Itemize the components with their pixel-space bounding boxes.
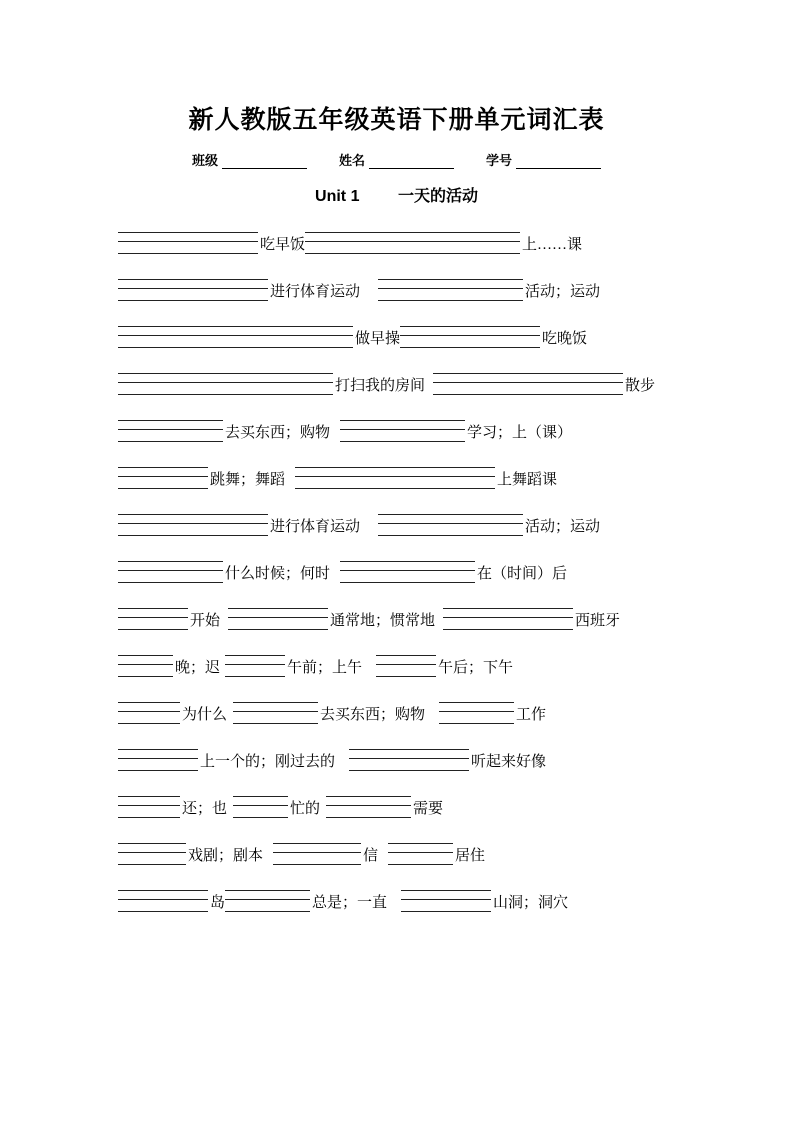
entry-chinese-meaning: 做早操: [355, 331, 401, 347]
answer-blank[interactable]: [340, 559, 475, 585]
vocabulary-entry: [225, 888, 387, 914]
vocabulary-entry: [118, 888, 225, 914]
answer-blank[interactable]: [349, 747, 469, 773]
vocabulary-entry: [118, 277, 360, 303]
entry-chinese-meaning: 工作: [516, 707, 547, 723]
info-label-number: 学号: [486, 153, 513, 168]
answer-blank-baseline: [443, 629, 573, 630]
unit-heading: [0, 183, 793, 206]
vocabulary-row: [118, 414, 678, 444]
vocabulary-entry: [376, 653, 513, 679]
vocabulary-entry: [295, 465, 557, 491]
vocabulary-entry: [118, 653, 220, 679]
answer-blank[interactable]: [443, 606, 573, 632]
answer-blank-baseline: [118, 347, 353, 348]
vocabulary-row: [118, 555, 678, 585]
vocabulary-row: [118, 649, 678, 679]
answer-blank[interactable]: [118, 465, 208, 491]
vocabulary-entry: [233, 700, 425, 726]
entry-chinese-meaning: 居住: [455, 848, 486, 864]
vocabulary-entry: [228, 606, 435, 632]
answer-blank-baseline: [305, 253, 520, 254]
answer-blank-baseline: [295, 488, 495, 489]
answer-blank[interactable]: [225, 653, 285, 679]
answer-blank[interactable]: [118, 277, 268, 303]
answer-blank[interactable]: [118, 653, 173, 679]
answer-blank[interactable]: [340, 418, 465, 444]
answer-blank[interactable]: [439, 700, 514, 726]
vocabulary-row: [118, 884, 678, 914]
entry-chinese-meaning: 总是；一直: [312, 895, 388, 911]
info-label-name: 姓名: [338, 153, 365, 168]
info-field-class: [192, 150, 307, 169]
vocabulary-entry: [118, 747, 335, 773]
entry-chinese-meaning: 晚；迟: [175, 660, 221, 676]
answer-blank[interactable]: [376, 653, 436, 679]
entry-chinese-meaning: 跳舞；舞蹈: [210, 472, 286, 488]
answer-blank[interactable]: [118, 512, 268, 538]
vocabulary-row: [118, 790, 678, 820]
answer-blank[interactable]: [118, 888, 208, 914]
vocabulary-entry: [305, 230, 582, 256]
unit-name: Unit 1: [315, 188, 360, 205]
entry-chinese-meaning: 午后；下午: [438, 660, 514, 676]
answer-blank-baseline: [233, 817, 288, 818]
vocabulary-row: [118, 367, 678, 397]
answer-blank-baseline: [118, 629, 188, 630]
answer-blank-baseline: [118, 300, 268, 301]
answer-blank-baseline: [118, 441, 223, 442]
vocabulary-entry: [118, 841, 263, 867]
entry-chinese-meaning: 吃晚饭: [542, 331, 588, 347]
vocabulary-entry: [326, 794, 443, 820]
vocabulary-entry: [118, 606, 220, 632]
answer-blank-baseline: [118, 535, 268, 536]
vocabulary-row: [118, 273, 678, 303]
page-title: 新人教版五年级英语下册单元词汇表: [188, 107, 605, 134]
entry-chinese-meaning: 去买东西；购物: [320, 707, 426, 723]
answer-blank[interactable]: [225, 888, 310, 914]
answer-blank[interactable]: [118, 371, 333, 397]
entry-chinese-meaning: 上舞蹈课: [497, 472, 558, 488]
vocabulary-entry: [118, 465, 285, 491]
answer-blank-baseline: [118, 676, 173, 677]
answer-blank-baseline: [118, 817, 180, 818]
answer-blank[interactable]: [233, 794, 288, 820]
vocabulary-entry: [401, 888, 568, 914]
answer-blank[interactable]: [273, 841, 361, 867]
info-field-name: [339, 150, 454, 169]
answer-blank-baseline: [376, 676, 436, 677]
answer-blank-baseline: [225, 676, 285, 677]
answer-blank-baseline: [439, 723, 514, 724]
answer-blank-baseline: [340, 441, 465, 442]
info-field-number: [486, 150, 601, 169]
answer-blank-baseline: [388, 864, 453, 865]
answer-blank-baseline: [118, 911, 208, 912]
info-input-class[interactable]: [222, 155, 307, 169]
answer-blank[interactable]: [400, 324, 540, 350]
entry-chinese-meaning: 学习；上（课）: [467, 425, 573, 441]
info-input-number[interactable]: [516, 155, 601, 169]
answer-blank-baseline: [349, 770, 469, 771]
answer-blank[interactable]: [305, 230, 520, 256]
answer-blank-baseline: [118, 723, 180, 724]
entry-chinese-meaning: 需要: [413, 801, 444, 817]
vocabulary-entry: [273, 841, 378, 867]
vocabulary-entry: [340, 418, 572, 444]
vocabulary-entry: [378, 512, 600, 538]
entry-chinese-meaning: 通常地；惯常地: [330, 613, 436, 629]
unit-topic: 一天的活动: [397, 188, 478, 205]
entry-chinese-meaning: 散步: [625, 378, 656, 394]
answer-blank[interactable]: [401, 888, 491, 914]
vocabulary-entry: [118, 371, 425, 397]
answer-blank-baseline: [118, 488, 208, 489]
answer-blank-baseline: [118, 253, 258, 254]
vocabulary-entry: [118, 700, 227, 726]
answer-blank[interactable]: [118, 700, 180, 726]
answer-blank-baseline: [433, 394, 623, 395]
entry-chinese-meaning: 开始: [190, 613, 221, 629]
entry-chinese-meaning: 吃早饭: [260, 237, 306, 253]
answer-blank-baseline: [225, 911, 310, 912]
answer-blank[interactable]: [378, 277, 523, 303]
entry-chinese-meaning: 还；也: [182, 801, 228, 817]
vocabulary-row: [118, 226, 678, 256]
entry-chinese-meaning: 为什么: [182, 707, 228, 723]
entry-chinese-meaning: 戏剧；剧本: [188, 848, 264, 864]
vocabulary-entry: [433, 371, 655, 397]
entry-chinese-meaning: 活动；运动: [525, 284, 601, 300]
answer-blank-baseline: [378, 535, 523, 536]
vocabulary-entry: [443, 606, 620, 632]
vocabulary-rows: [0, 226, 793, 914]
answer-blank-baseline: [401, 911, 491, 912]
answer-blank-baseline: [378, 300, 523, 301]
answer-blank[interactable]: [295, 465, 495, 491]
vocabulary-entry: [388, 841, 485, 867]
entry-chinese-meaning: 进行体育运动: [270, 519, 361, 535]
entry-chinese-meaning: 听起来好像: [471, 754, 547, 770]
answer-blank[interactable]: [118, 418, 223, 444]
answer-blank[interactable]: [233, 700, 318, 726]
answer-blank[interactable]: [118, 230, 258, 256]
vocabulary-entry: [439, 700, 546, 726]
answer-blank-baseline: [118, 770, 198, 771]
vocabulary-row: [118, 696, 678, 726]
vocabulary-row: [118, 508, 678, 538]
entry-chinese-meaning: 岛: [210, 895, 226, 911]
vocabulary-entry: [233, 794, 320, 820]
vocabulary-entry: [340, 559, 567, 585]
answer-blank[interactable]: [378, 512, 523, 538]
answer-blank[interactable]: [118, 794, 180, 820]
entry-chinese-meaning: 午前；上午: [287, 660, 363, 676]
entry-chinese-meaning: 进行体育运动: [270, 284, 361, 300]
vocabulary-entry: [349, 747, 546, 773]
vocabulary-entry: [118, 230, 305, 256]
vocabulary-row: [118, 602, 678, 632]
info-input-name[interactable]: [369, 155, 454, 169]
entry-chinese-meaning: 什么时候；何时: [225, 566, 331, 582]
vocabulary-entry: [225, 653, 362, 679]
vocabulary-row: [118, 320, 678, 350]
vocabulary-row: [118, 743, 678, 773]
vocabulary-entry: [400, 324, 587, 350]
entry-chinese-meaning: 山洞；洞穴: [493, 895, 569, 911]
answer-blank-baseline: [228, 629, 328, 630]
answer-blank-baseline: [118, 864, 186, 865]
entry-chinese-meaning: 信: [363, 848, 379, 864]
answer-blank[interactable]: [118, 747, 198, 773]
answer-blank[interactable]: [118, 606, 188, 632]
entry-chinese-meaning: 上一个的；刚过去的: [200, 754, 336, 770]
vocabulary-entry: [118, 418, 330, 444]
entry-chinese-meaning: 打扫我的房间: [335, 378, 426, 394]
info-label-class: 班级: [191, 153, 218, 168]
answer-blank[interactable]: [118, 559, 223, 585]
answer-blank[interactable]: [388, 841, 453, 867]
answer-blank-baseline: [118, 582, 223, 583]
answer-blank-baseline: [233, 723, 318, 724]
vocabulary-row: [118, 461, 678, 491]
vocabulary-entry: [118, 794, 227, 820]
answer-blank[interactable]: [118, 324, 353, 350]
answer-blank-baseline: [326, 817, 411, 818]
answer-blank-baseline: [400, 347, 540, 348]
entry-chinese-meaning: 忙的: [290, 801, 321, 817]
entry-chinese-meaning: 去买东西；购物: [225, 425, 331, 441]
entry-chinese-meaning: 上……课: [522, 237, 583, 253]
answer-blank[interactable]: [228, 606, 328, 632]
answer-blank-baseline: [340, 582, 475, 583]
entry-chinese-meaning: 在（时间）后: [477, 566, 568, 582]
student-info-line: [0, 150, 793, 169]
answer-blank-baseline: [118, 394, 333, 395]
entry-chinese-meaning: 活动；运动: [525, 519, 601, 535]
vocabulary-entry: [118, 324, 400, 350]
vocabulary-entry: [118, 512, 360, 538]
vocabulary-entry: [118, 559, 330, 585]
answer-blank[interactable]: [433, 371, 623, 397]
vocabulary-entry: [378, 277, 600, 303]
vocabulary-row: [118, 837, 678, 867]
answer-blank[interactable]: [118, 841, 186, 867]
answer-blank-baseline: [273, 864, 361, 865]
entry-chinese-meaning: 西班牙: [575, 613, 621, 629]
answer-blank[interactable]: [326, 794, 411, 820]
